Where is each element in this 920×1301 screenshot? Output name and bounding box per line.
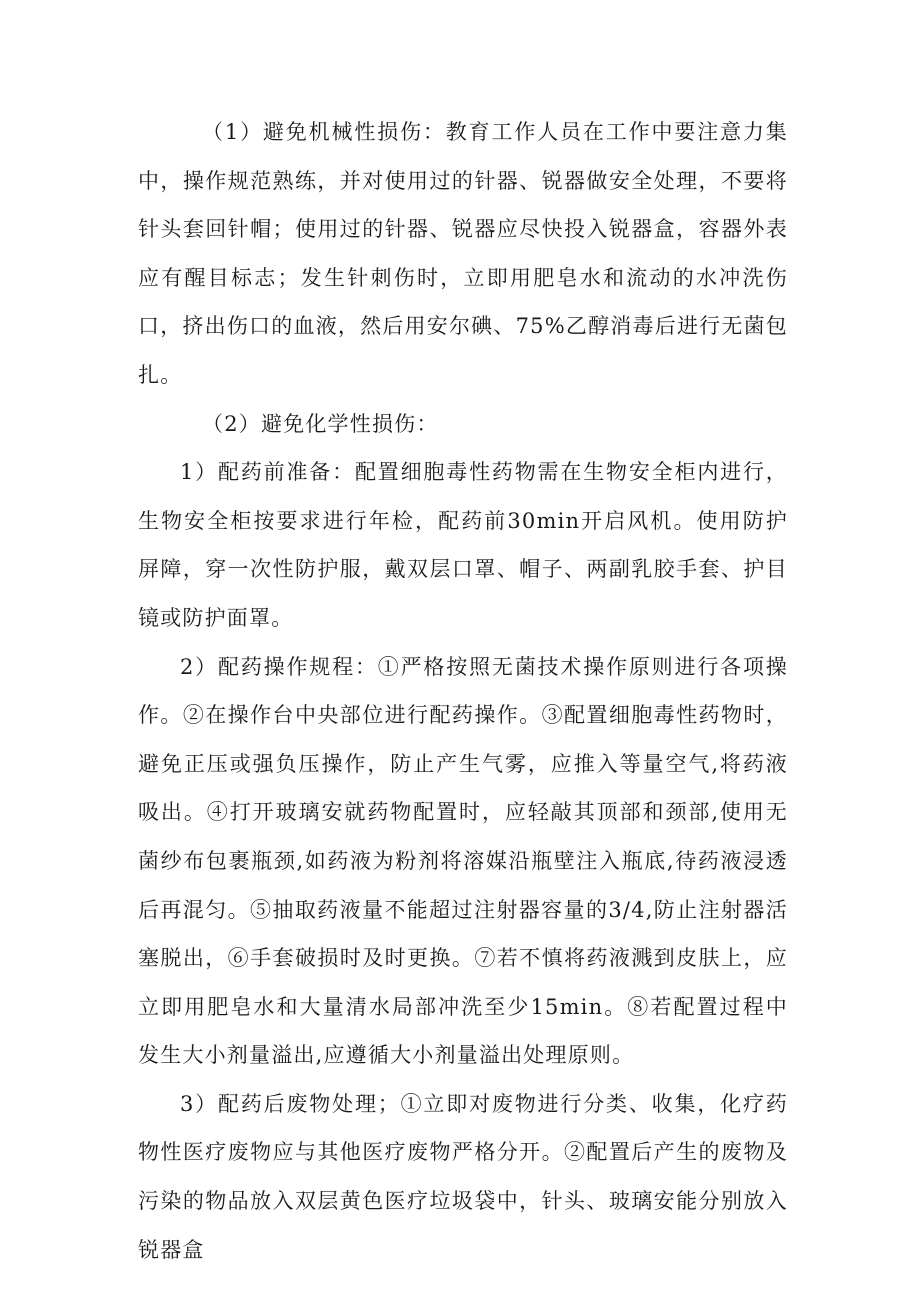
document-body (138, 108, 788, 1274)
paragraph-operation-rules: 2）配药操作规程：①严格按照无菌技术操作原则进行各项操作。②在操作台中央部位进行配药操作。③配置细胞毒性药物时，避免正压或强负压操作，防止产生气雾，应推入等量空气,将药液吸出。④打开玻璃安就药物配置时，应轻敲其顶部和颈部,使用无菌纱布包裹瓶颈,如药液为粉剂将溶媒沿瓶壁注入瓶底,待药液浸透后再混匀。⑤抽取药液量不能超过注射器容量的3/4,防止注射器活塞脱出，⑥手套破损时及时更换。⑦若不慎将药液溅到皮肤上，应立即用肥皂水和大量清水局部冲洗至少15min。⑧若配置过程中发生大小剂量溢出,应遵循大小剂量溢出处理原则。 (138, 654, 788, 1068)
paragraph-chemical-injury-heading: （2）避免化学性损伤： (202, 411, 439, 436)
paragraph-waste-disposal: 3）配药后废物处理；①立即对废物进行分类、收集，化疗药物性医疗废物应与其他医疗废物严格分开。②配置后产生的废物及污染的物品放入双层黄色医疗垃圾袋中，针头、玻璃安能分别放入锐器盒 (138, 1091, 788, 1262)
paragraph-preparation: 1）配药前准备：配置细胞毒性药物需在生物安全柜内进行，生物安全柜按要求进行年检，配药前30min开启风机。使用防护屏障，穿一次性防护服，戴双层口罩、帽子、两副乳胶手套、护目镜或防护面罩。 (138, 460, 788, 630)
paragraph-mechanical-injury: （1）避免机械性损伤：教育工作人员在工作中要注意力集中，操作规范熟练，并对使用过的针器、锐器做安全处理，不要将针头套回针帽；使用过的针器、锐器应尽快投入锐器盒，容器外表应有醒目标志；发生针刺伤时，立即用肥皂水和流动的水冲洗伤口，挤出伤口的血液，然后用安尔碘、75%乙醇消毒后进行无菌包扎。 (138, 120, 788, 387)
